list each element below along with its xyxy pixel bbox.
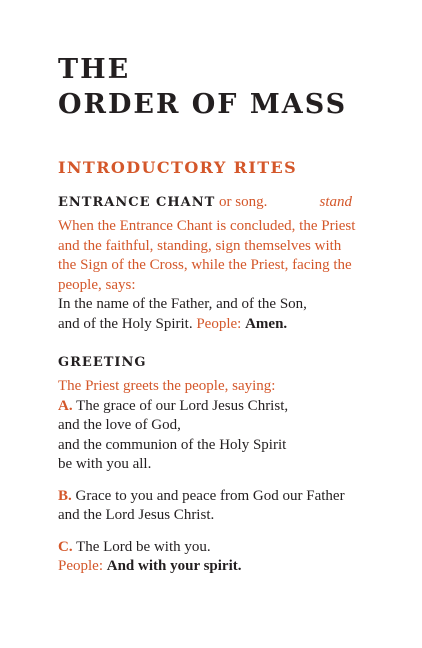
sign-of-cross-line-1: In the name of the Father, and of the Son, xyxy=(58,296,307,312)
sign-of-cross-line-2 xyxy=(58,315,358,335)
greeting-option-c-block xyxy=(58,538,358,577)
option-a-letter: A. xyxy=(58,397,73,414)
greeting-label: GREETING xyxy=(58,355,147,370)
entrance-chant-aside: or song. xyxy=(219,194,268,210)
entrance-rubric-line: the Sign of the Cross, while the Priest, facing the xyxy=(58,257,352,273)
entrance-rubric-line: and the faithful, standing, sign themselves with xyxy=(58,237,342,254)
entrance-rubric-line: people, says: xyxy=(58,276,136,293)
sign-of-cross-line-2-text: and of the Holy Spirit. xyxy=(58,315,193,332)
page-title xyxy=(58,52,358,122)
option-a-text: The grace of our Lord Jesus Christ, xyxy=(76,397,289,414)
entrance-chant-label: ENTRANCE CHANT xyxy=(58,195,216,210)
greeting-option-a-block xyxy=(58,377,358,475)
entrance-rubric-line: When the Entrance Chant is concluded, the Priest xyxy=(58,218,356,234)
people-response-spirit: And with your spirit. xyxy=(106,558,242,574)
option-b-text: Grace to you and peace from God our Father xyxy=(75,487,345,504)
people-label: People: xyxy=(58,558,103,574)
greeting-heading xyxy=(58,352,358,373)
option-a-line-1 xyxy=(58,397,358,417)
entrance-chant-heading xyxy=(58,192,358,213)
option-b-letter: B. xyxy=(58,487,72,504)
title-line-1: THE xyxy=(58,54,131,85)
sign-of-cross-text xyxy=(58,295,358,334)
option-a-line: be with you all. xyxy=(58,456,152,472)
people-response-amen: Amen. xyxy=(245,315,288,332)
option-b-line: and the Lord Jesus Christ. xyxy=(58,507,215,523)
option-a-line: and the communion of the Holy Spirit xyxy=(58,436,287,453)
people-label: People: xyxy=(196,315,242,332)
missal-page xyxy=(58,52,358,577)
greeting-option-b-block xyxy=(58,487,358,526)
greeting-rubric: The Priest greets the people, saying: xyxy=(58,378,276,394)
option-c-letter: C. xyxy=(58,538,73,555)
option-c-response-line xyxy=(58,557,358,577)
title-line-2: ORDER OF MASS xyxy=(58,89,348,120)
section-title-introductory-rites: INTRODUCTORY RITES xyxy=(58,158,298,177)
posture-stand: stand xyxy=(319,194,352,210)
option-b-line-1 xyxy=(58,487,358,507)
option-c-line-1 xyxy=(58,538,358,558)
entrance-rubric xyxy=(58,217,358,295)
option-a-line: and the love of God, xyxy=(58,417,181,433)
option-c-text: The Lord be with you. xyxy=(76,538,211,555)
